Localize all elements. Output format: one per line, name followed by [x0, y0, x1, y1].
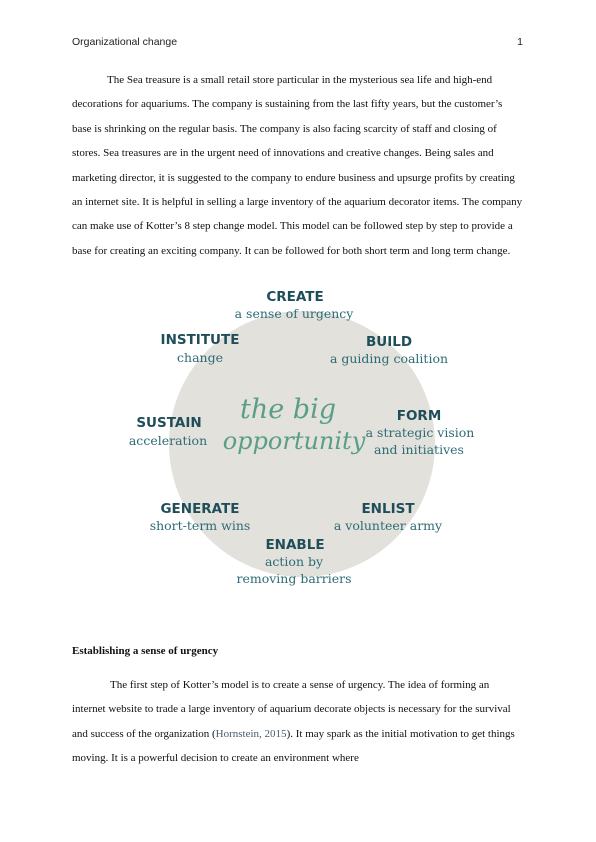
step-title-institute: INSTITUTE [160, 332, 240, 348]
citation-link: Hornstein, 2015 [215, 727, 287, 740]
step-title-create: CREATE [266, 289, 324, 305]
step-title-build: BUILD [365, 334, 413, 350]
center-text-line2: opportunity [222, 427, 366, 455]
step-subtitle-enlist: a volunteer army [333, 518, 443, 533]
section-paragraph-part2: ). It may spark as the initial motivation to get things moving. It is a powerful decision to create an environment where [72, 727, 515, 765]
step-title-form: FORM [396, 408, 442, 424]
kotter-8-step-diagram [120, 276, 480, 596]
running-title: Organizational change [72, 36, 178, 48]
step-subtitle-create: a sense of urgency [234, 306, 354, 321]
step-title-sustain: SUSTAIN [136, 415, 202, 431]
step-title-enlist: ENLIST [361, 501, 415, 517]
step-subtitle-institute: change [177, 350, 223, 365]
step-subtitle-form-1: a strategic vision [365, 425, 475, 440]
step-subtitle-enable-1: action by [264, 554, 324, 569]
step-subtitle-enable-2: removing barriers [236, 571, 352, 586]
step-subtitle-build: a guiding coalition [329, 351, 449, 366]
section-paragraph [72, 673, 524, 771]
step-title-generate: GENERATE [160, 501, 240, 517]
intro-paragraph: The Sea treasure is a small retail store particular in the mysterious sea life and high-end decorations for aquariums. The company is sustaining from the last fifty years, but the customer’s base is shrinking on the regular basis. The company is also facing scarcity of staff and closing of stores. Sea treasures are in the urgent need of innovations and creative changes. Being sales and marketing director, it is suggested to the company to endure business and upsurge profits by creating an internet site. It is helpful in selling a large inventory of the aquarium decorator items. The company can make use of Kotter’s 8 step change model. This model can be followed step by step to provide a base for creating an exciting company. It can be followed for both short term and long term change. [72, 74, 523, 257]
page-number: 1 [517, 36, 523, 48]
step-subtitle-form-2: and initiatives [374, 442, 464, 457]
step-title-enable: ENABLE [265, 537, 325, 553]
center-text-line1: the big [239, 394, 337, 425]
step-subtitle-sustain: acceleration [128, 433, 208, 448]
section-paragraph-part1: The first step of Kotter’s model is to create a sense of urgency. The idea of forming an internet website to trade a large inventory of aquarium decorate objects is necessary for the survival and success of the organization ( [72, 679, 511, 740]
step-subtitle-generate: short-term wins [149, 518, 251, 533]
section-heading: Establishing a sense of urgency [72, 645, 219, 657]
